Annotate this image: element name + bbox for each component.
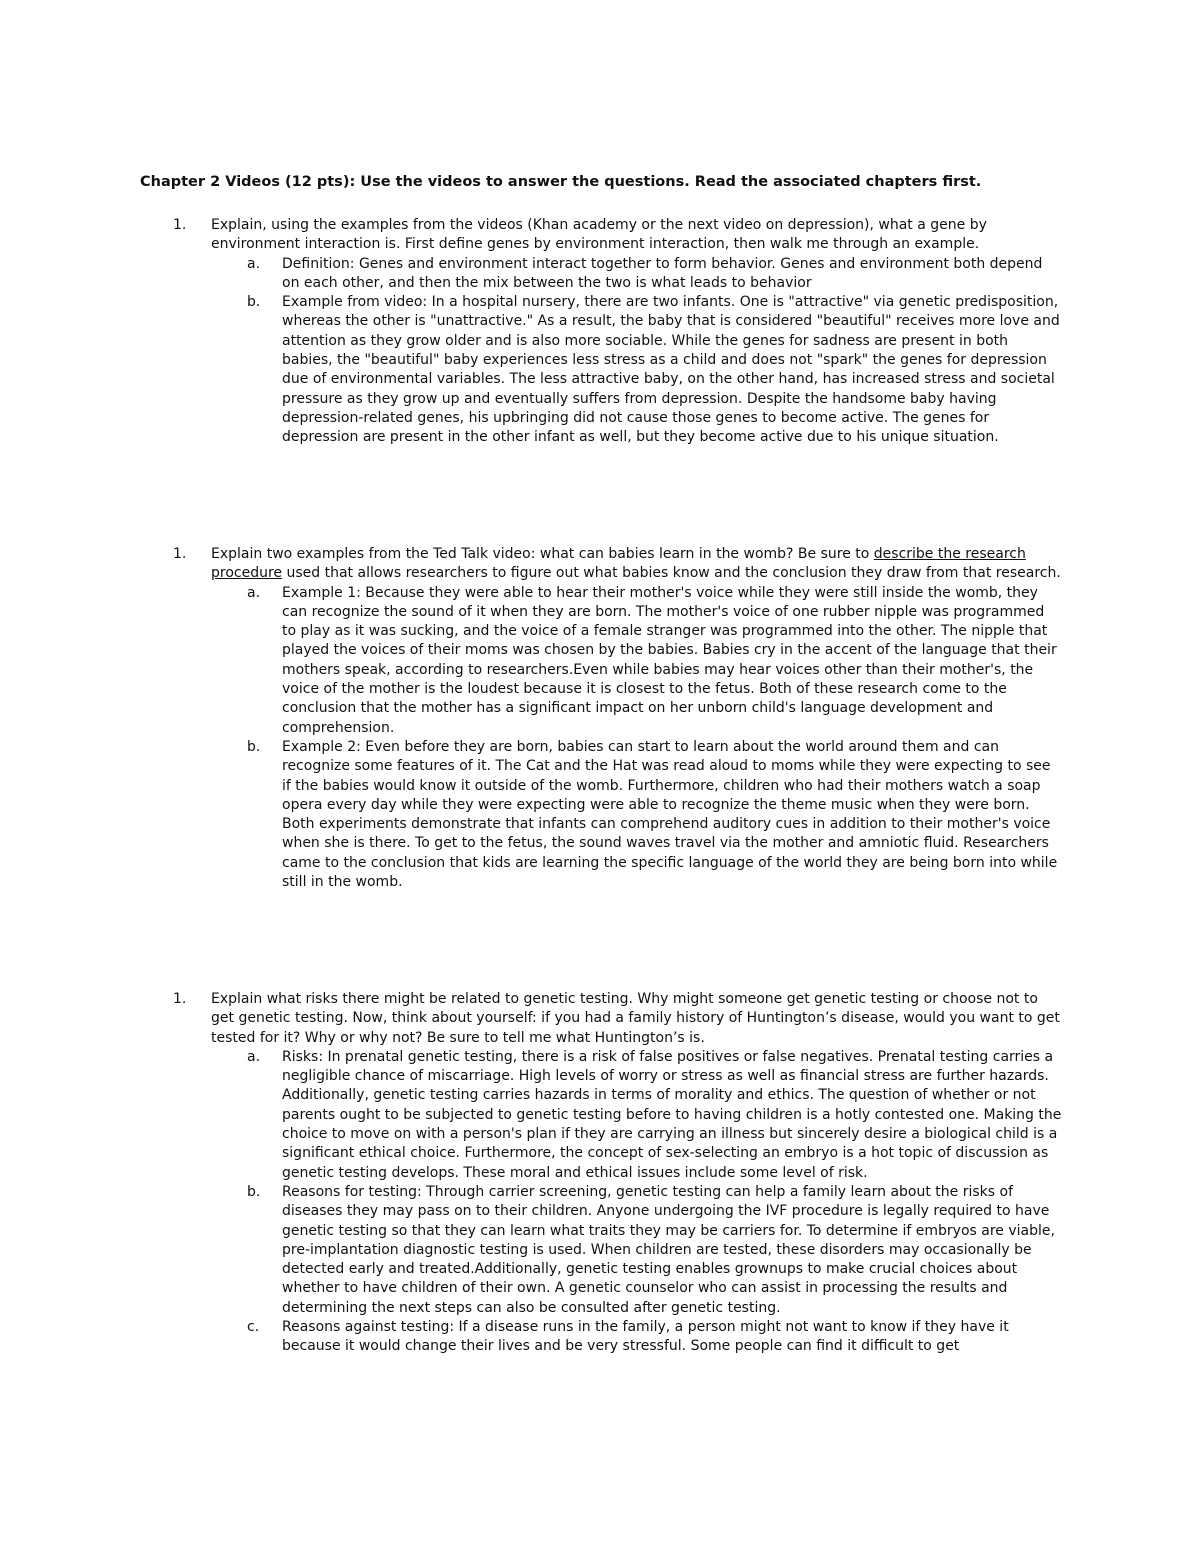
question-number: 1. [173,546,187,562]
answer-item [247,1183,1062,1318]
answer-item [247,1318,1062,1357]
answer-item [247,293,1062,447]
answer-text: Example from video: In a hospital nursery, there are two infants. One is "attractive" via genetic predisposition, whereas the other is "unattractive." As a result, the baby that is considered "beautiful" receives more love and attention as they grow older and is also more sociable. While the genes for sadness are present in both babies, the "beautiful" baby experiences less stress as a child and does not "spark" the genes for depression due of environmental variables. The less attractive baby, on the other hand, has increased stress and societal pressure as they grow up and eventually suffers from depression. Despite the handsome baby having depression-related genes, his upbringing did not cause those genes to become active. The genes for depression are present in the other infant as well, but they become active due to his unique situation. [282,294,1060,446]
answer-item [247,1048,1062,1183]
answer-letter: b. [247,294,261,311]
question-prompt: Explain, using the examples from the videos (Khan academy or the next video on depression), what a gene by environment interaction is. First define genes by environment interaction, then walk me through an example. [211,217,987,253]
answer-text: Example 1: Because they were able to hear their mother's voice while they were still inside the womb, they can recognize the sound of it when they are born. The mother's voice of one rubber nipple was programmed to play as it was sucking, and the voice of a female stranger was programmed into the other. The nipple that played the voices of their moms was chosen by the babies. Babies cry in the accent of the language that their mothers speak, according to researchers.Even while babies may hear voices other than their mother's, the voice of the mother is the loudest because it is closest to the fetus. Both of these research come to the conclusion that the mother has a significant impact on her unborn child's language development and comprehension. [282,584,1057,736]
prompt-text: used that allows researchers to figure out what babies know and the conclusion they draw from that research. [282,565,1061,582]
question-number: 1. [173,991,187,1007]
answer-text: Reasons against testing: If a disease runs in the family, a person might not want to know if they have it because it would change their lives and be very stressful. Some people can find it difficult to get [282,1319,1009,1355]
answer-letter: a. [247,255,261,272]
answer-text: Reasons for testing: Through carrier screening, genetic testing can help a family learn about the risks of diseases they may pass on to their children. Anyone undergoing the IVF procedure is legally required to have genetic testing so that they can learn what traits they may be carriers for. To determine if embryos are viable, pre-implantation diagnostic testing is used. When children are tested, these disorders may occasionally be detected early and treated.Additionally, genetic testing enables grownups to make crucial choices about whether to have children of their own. A genetic counselor who can assist in processing the results and determining the next steps can also be consulted after genetic testing. [282,1183,1055,1316]
page-heading: Chapter 2 Videos (12 pts): Use the videos to answer the questions. Read the associated chapters first. [140,174,982,190]
answer-text: Definition: Genes and environment interact together to form behavior. Genes and environment both depend on each other, and then the mix between the two is what leads to behavior [282,255,1043,291]
answer-letter: b. [247,738,261,755]
prompt-text: Explain two examples from the Ted Talk video: what can babies learn in the womb? Be sure to [211,546,874,562]
answer-letter: a. [247,584,261,601]
question-body [211,545,1061,892]
answer-text: Risks: In prenatal genetic testing, there is a risk of false positives or false negatives. Prenatal testing carries a negligible chance of miscarriage. High levels of worry or stress as well as financial stress are further hazards. Additionally, genetic testing carries hazards in terms of morality and ethics. The question of whether or not parents ought to be subjected to genetic testing before to having children is a hotly contested one. Making the choice to move on with a person's plan if they are carrying an illness but sincerely desire a biological child is a significant ethical choice. Furthermore, the concept of sex-selecting an embryo is a hot topic of discussion as genetic testing develops. These moral and ethical issues include some level of risk. [282,1048,1062,1181]
answer-item [247,584,1062,738]
answer-text: Example 2: Even before they are born, babies can start to learn about the world around them and can recognize some features of it. The Cat and the Hat was read aloud to moms while they were expecting to see if the babies would know it outside of the womb. Furthermore, children who had their mothers watch a soap opera every day while they were expecting were able to recognize the theme music when they were born. Both experiments demonstrate that infants can comprehend auditory cues in addition to their mother's voice when she is there. To get to the fetus, the sound waves travel via the mother and amniotic fluid. Researchers came to the conclusion that kids are learning the specific language of the world they are being born into while still in the womb. [282,738,1058,891]
question-prompt [211,545,1061,584]
question-body [211,216,1061,448]
answer-letter: a. [247,1048,261,1065]
prompt-underlined-text: describe the research procedure [211,546,1026,582]
question-body [211,990,1061,1357]
question-prompt: Explain what risks there might be related to genetic testing. Why might someone get genetic testing or choose not to get genetic testing. Now, think about yourself: if you had a family history of Huntington’s disease, would you want to get tested for it? Why or why not? Be sure to tell me what Huntington’s is. [211,991,1060,1046]
question-number: 1. [173,217,187,233]
answer-letter: c. [247,1319,260,1336]
answer-item [247,255,1062,294]
answer-letter: b. [247,1183,261,1200]
answer-item [247,738,1062,892]
